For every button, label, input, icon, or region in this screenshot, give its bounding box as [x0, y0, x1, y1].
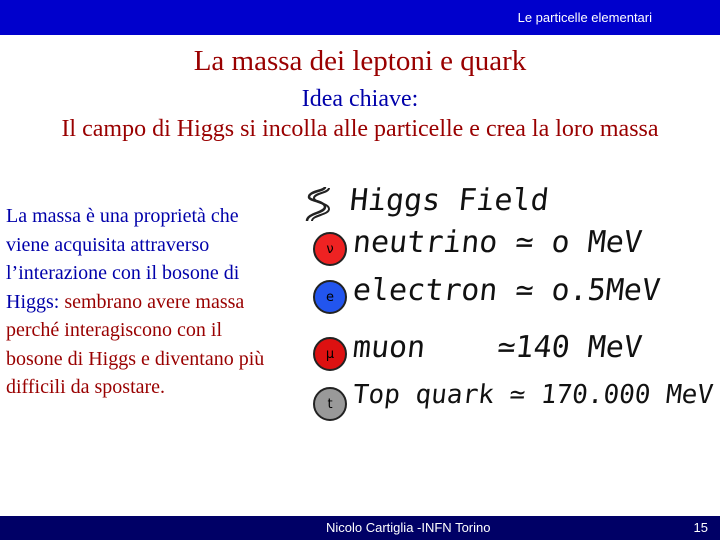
course-title: Le particelle elementari	[517, 10, 652, 25]
top-quark-symbol: t	[327, 396, 333, 412]
key-idea-text: Il campo di Higgs si incolla alle particelle e crea la loro massa	[61, 116, 659, 142]
footer-author: Nicolo Cartiglia -INFN Torino	[326, 520, 491, 535]
top-quark-icon	[313, 387, 347, 421]
electron-icon	[313, 280, 347, 314]
muon-mass-label: muon ≃140 MeV	[351, 330, 644, 365]
body-text-part2: sembrano avere massa perché interagiscono con il bosone di Higgs e diventano più difficili da spostare.	[6, 290, 265, 398]
neutrino-symbol: ν	[326, 241, 334, 257]
header-bar	[0, 0, 720, 35]
electron-mass-label: electron ≃ o.5MeV	[351, 273, 662, 308]
slide-title: La massa dei leptoni e quark	[193, 45, 527, 77]
neutrino-icon	[313, 232, 347, 266]
higgs-figure	[295, 175, 715, 425]
higgs-field-label: Higgs Field	[348, 183, 551, 218]
neutrino-mass-label: neutrino ≃ o MeV	[351, 225, 644, 260]
slide-subtitle: Idea chiave:	[301, 86, 419, 112]
page-number: 15	[693, 520, 708, 535]
body-text-part1: La massa è una proprietà che viene acquisita attraverso l’interazione con il bosone di Higgs:	[6, 205, 240, 313]
footer-bar	[0, 516, 720, 540]
higgs-field-coil-icon	[303, 183, 333, 225]
muon-icon	[313, 337, 347, 371]
body-paragraph	[6, 202, 266, 402]
top-quark-mass-label: Top quark ≃ 170.000 MeV	[351, 380, 715, 410]
electron-symbol: e	[326, 289, 334, 305]
muon-symbol: μ	[325, 346, 335, 362]
